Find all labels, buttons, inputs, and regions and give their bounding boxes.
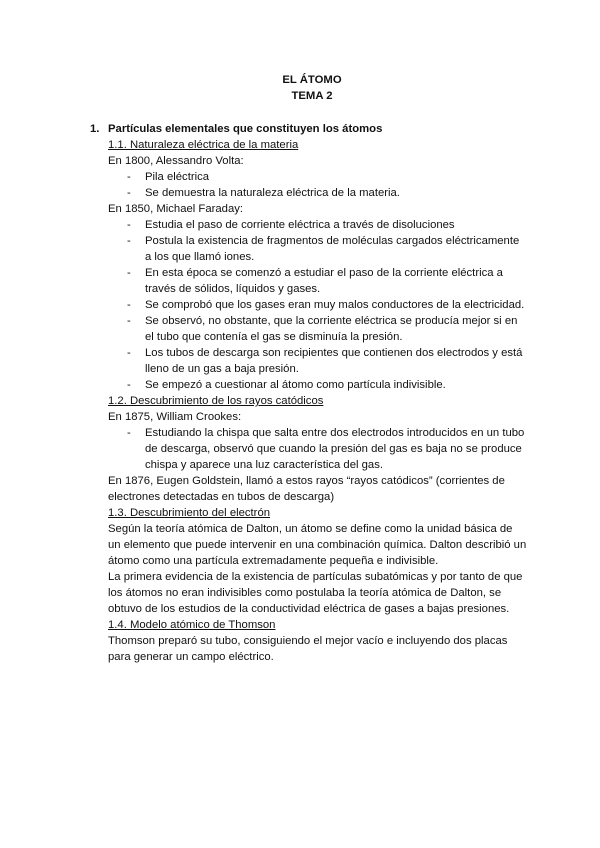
faraday-list: [108, 217, 528, 393]
document-title: EL ÁTOMO: [282, 74, 342, 86]
subsection-1-1-heading: 1.1. Naturaleza eléctrica de la materia: [108, 139, 299, 151]
crookes-list: [108, 425, 528, 473]
document-subtitle: TEMA 2: [291, 90, 333, 102]
list-item: - Postula la existencia de fragmentos de moléculas cargados eléctricamente a los que llamó iones.: [127, 233, 528, 265]
list-item: - Pila eléctrica: [127, 169, 528, 185]
faraday-intro: En 1850, Michael Faraday:: [108, 203, 244, 215]
subsection-1-3-heading: 1.3. Descubrimiento del electrón: [108, 507, 271, 519]
document-body: [90, 72, 528, 665]
dalton-paragraph: Según la teoría atómica de Dalton, un átomo se define como la unidad básica de un elemento que puede intervenir en una combinación química. Dalton describió un átomo como una partícula extremadamente pequeña e indivisible.: [108, 523, 527, 567]
list-item: - Se empezó a cuestionar al átomo como partícula indivisible.: [127, 377, 528, 393]
list-item: - Estudia el paso de corriente eléctrica a través de disoluciones: [127, 217, 528, 233]
section-1-heading: [90, 121, 528, 137]
subsection-1-2-heading: 1.2. Descubrimiento de los rayos catódicos: [108, 395, 324, 407]
volta-intro: En 1800, Alessandro Volta:: [108, 155, 244, 167]
thomson-paragraph: Thomson preparó su tubo, consiguiendo el mejor vacío e incluyendo dos placas para generar un campo eléctrico.: [108, 635, 508, 663]
list-item: - Se observó, no obstante, que la corriente eléctrica se producía mejor si en el tubo que contenía el gas se disminuía la presión.: [127, 313, 528, 345]
section-1-number: 1.: [90, 123, 100, 135]
list-item: - Los tubos de descarga son recipientes que contienen dos electrodos y está lleno de un gas a baja presión.: [127, 345, 528, 377]
list-item: - En esta época se comenzó a estudiar el paso de la corriente eléctrica a través de sólidos, líquidos y gases.: [127, 265, 528, 297]
volta-list: [108, 169, 528, 201]
section-1-heading-text: Partículas elementales que constituyen los átomos: [108, 123, 383, 135]
goldstein-paragraph: En 1876, Eugen Goldstein, llamó a estos rayos “rayos catódicos” (corrientes de electrones detectadas en tubos de descarga): [108, 475, 505, 503]
list-item: - Se demuestra la naturaleza eléctrica de la materia.: [127, 185, 528, 201]
subatomic-evidence-paragraph: La primera evidencia de la existencia de partículas subatómicas y por tanto de que los átomos no eran indivisibles como postulaba la teoría atómica de Dalton, se obtuvo de los estudios de la conductividad eléctrica de gases a bajas presiones.: [108, 571, 523, 615]
list-item: - Se comprobó que los gases eran muy malos conductores de la electricidad.: [127, 297, 528, 313]
subsection-1-4-heading: 1.4. Modelo atómico de Thomson: [108, 619, 276, 631]
list-item: - Estudiando la chispa que salta entre dos electrodos introducidos en un tubo de descarga, observó que cuando la presión del gas es baja no se produce chispa y aparece una luz característica del gas.: [127, 425, 528, 473]
crookes-intro: En 1875, William Crookes:: [108, 411, 242, 423]
